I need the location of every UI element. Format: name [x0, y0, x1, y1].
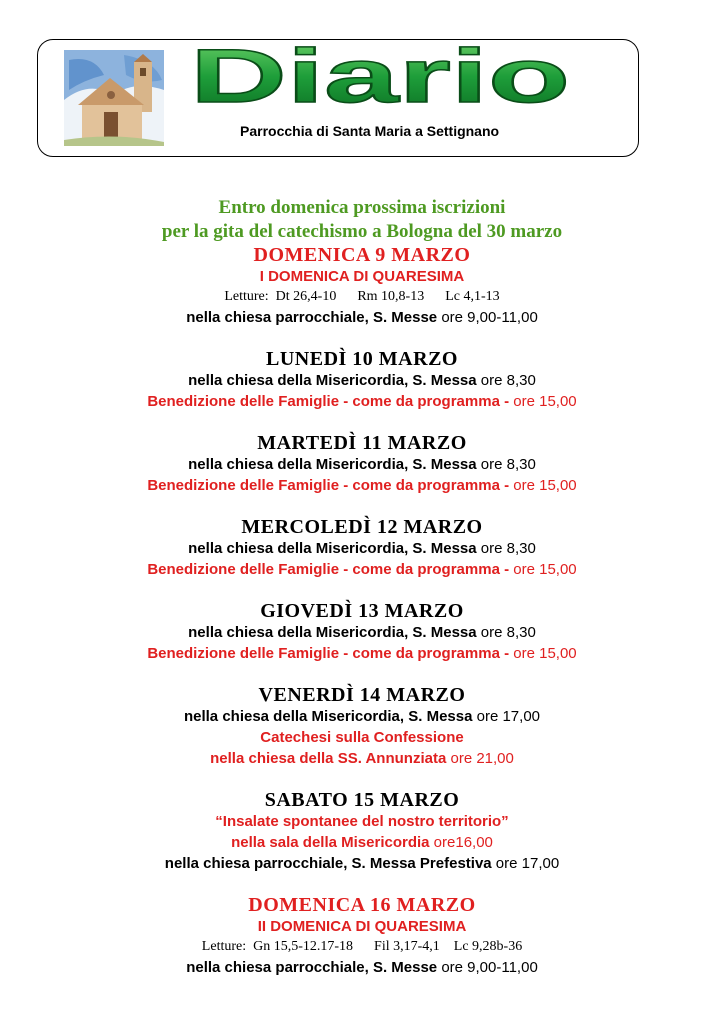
event-line: Benedizione delle Famiglie - come da programma - ore 15,00 [147, 561, 577, 578]
event-line: Benedizione delle Famiglie - come da programma - ore 15,00 [147, 393, 577, 410]
mass-line: nella chiesa della Misericordia, S. Messa ore 8,30 [188, 456, 536, 473]
mass-line: nella chiesa della Misericordia, S. Messa ore 17,00 [183, 708, 541, 725]
schedule [0, 196, 724, 978]
day-subtitle: I DOMENICA DI QUARESIMA [259, 268, 465, 285]
day-title: GIOVEDÌ 13 MARZO [260, 600, 464, 622]
church-painting-logo [64, 50, 164, 146]
event-place-line: nella sala della Misericordia ore16,00 [231, 834, 493, 851]
event-place-line: nella chiesa della SS. Annunziata ore 21,00 [210, 750, 514, 767]
day-subtitle: II DOMENICA DI QUARESIMA [257, 918, 467, 935]
day-title: VENERDÌ 14 MARZO [258, 684, 466, 706]
day-title: SABATO 15 MARZO [264, 789, 460, 811]
event-line: Catechesi sulla Confessione [260, 729, 464, 746]
mass-line: nella chiesa della Misericordia, S. Messa ore 8,30 [188, 624, 536, 641]
parish-name: Parrocchia di Santa Maria a Settignano [240, 123, 500, 139]
mass-line: nella chiesa della Misericordia, S. Messa ore 8,30 [188, 372, 536, 389]
notice-line-2: per la gita del catechismo a Bologna del 30 marzo [161, 221, 563, 242]
svg-text:Diario: Diario [190, 44, 570, 114]
diario-title [180, 44, 580, 114]
event-line: “Insalate spontanee del nostro territorio” [215, 813, 509, 830]
readings: Letture: Gn 15,5-12.17-18 Fil 3,17-4,1 Lc 9,28b-36 [201, 939, 523, 954]
mass-line: nella chiesa della Misericordia, S. Messa ore 8,30 [188, 540, 536, 557]
day-title: LUNEDÌ 10 MARZO [266, 348, 458, 370]
day-title: MARTEDÌ 11 MARZO [257, 432, 467, 454]
notice-line-1: Entro domenica prossima iscrizioni [218, 197, 506, 218]
mass-line: nella chiesa parrocchiale, S. Messe ore 9,00-11,00 [186, 309, 538, 326]
readings: Letture: Dt 26,4-10 Rm 10,8-13 Lc 4,1-13 [224, 289, 500, 304]
mass-line: nella chiesa parrocchiale, S. Messa Prefestiva ore 17,00 [164, 855, 560, 872]
day-title: DOMENICA 16 MARZO [248, 894, 476, 916]
mass-line: nella chiesa parrocchiale, S. Messe ore 9,00-11,00 [186, 959, 538, 976]
day-title: MERCOLEDÌ 12 MARZO [241, 516, 483, 538]
event-line: Benedizione delle Famiglie - come da programma - ore 15,00 [147, 645, 577, 662]
event-line: Benedizione delle Famiglie - come da programma - ore 15,00 [147, 477, 577, 494]
day-title: DOMENICA 9 MARZO [253, 244, 471, 266]
